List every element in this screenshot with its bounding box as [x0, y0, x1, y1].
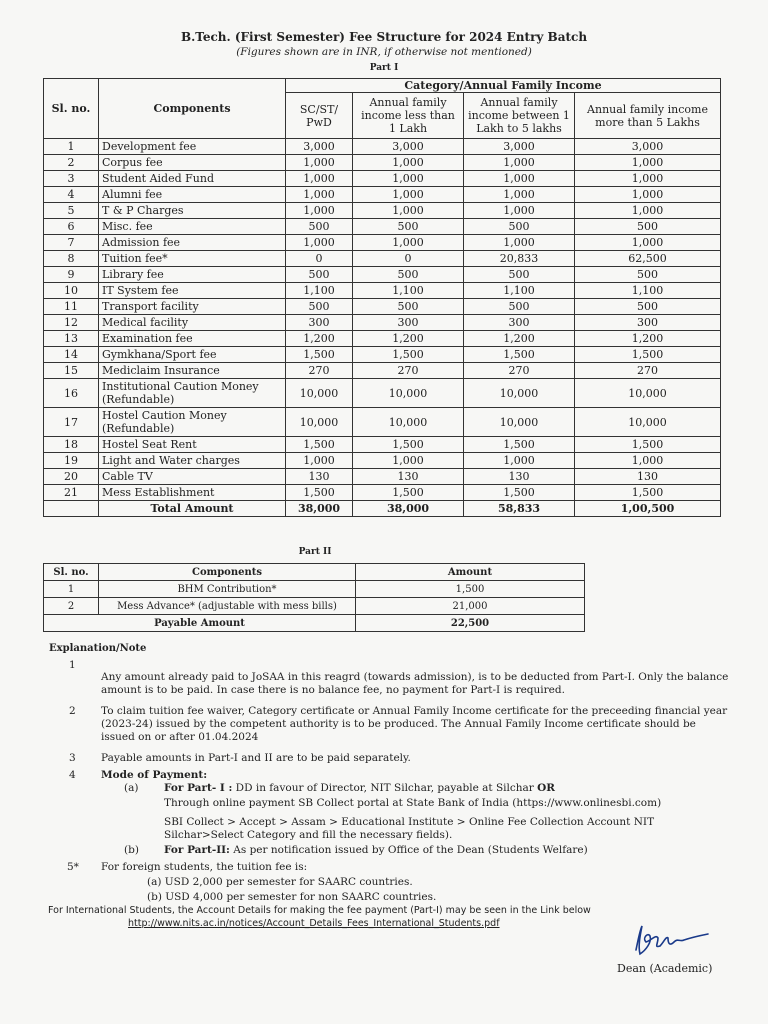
table-row: 1 BHM Contribution* 1,500: [44, 581, 585, 598]
part2-label: Part II: [298, 547, 332, 557]
part2-fee-table: [43, 563, 585, 632]
col-1-to-5lakh-header: Annual family income between 1 Lakh to 5 lakhs: [464, 93, 575, 139]
notes-section: [49, 642, 729, 904]
table-row: 15 Mediclaim Insurance 270 270 270 270: [44, 363, 721, 379]
table-row: 14 Gymkhana/Sport fee 1,500 1,500 1,500 1,500: [44, 347, 721, 363]
sl-no-header: Sl. no.: [44, 79, 99, 139]
table-row: 12 Medical facility 300 300 300 300: [44, 315, 721, 331]
table-row: 18 Hostel Seat Rent 1,500 1,500 1,500 1,500: [44, 437, 721, 453]
total-below-1lakh: 38,000: [353, 501, 464, 517]
table-row: 6 Misc. fee 500 500 500 500: [44, 219, 721, 235]
table-row: 7 Admission fee 1,000 1,000 1,000 1,000: [44, 235, 721, 251]
note-1: 1 Any amount already paid to JoSAA in this reagrd (towards admission), is to be deducted from Part-I. Only the balance amount is to be paid. In case there is no balance fee, no payment for Part-I is required.: [69, 659, 729, 696]
table-row: 2 Mess Advance* (adjustable with mess bills) 21,000: [44, 598, 585, 615]
total-label: Total Amount: [99, 501, 286, 517]
international-note: For International Students, the Account Details for making the fee payment (Part-I) may be seen in the Link below: [48, 905, 591, 916]
note-4: 4 Mode of Payment:: [69, 769, 208, 781]
table-row: 13 Examination fee 1,200 1,200 1,200 1,200: [44, 331, 721, 347]
table-row: 19 Light and Water charges 1,000 1,000 1,000 1,000: [44, 453, 721, 469]
total-row: [44, 501, 721, 517]
table-row: 17 Hostel Caution Money (Refundable) 10,000 10,000 10,000 10,000: [44, 408, 721, 437]
category-header: Category/Annual Family Income: [286, 79, 721, 93]
part1-fee-table: [43, 78, 721, 517]
table-row: 9 Library fee 500 500 500 500: [44, 267, 721, 283]
international-link[interactable]: http://www.nits.ac.in/notices/Account_Details_Fees_International_Students.pdf: [128, 918, 500, 929]
notes-heading: Explanation/Note: [49, 643, 147, 654]
note-4b: (b) For Part-II: As per notification issued by Office of the Dean (Students Welfare): [124, 844, 588, 856]
table-row: 20 Cable TV 130 130 130 130: [44, 469, 721, 485]
table-row: 4 Alumni fee 1,000 1,000 1,000 1,000: [44, 187, 721, 203]
total-above-5lakh: 1,00,500: [575, 501, 721, 517]
col-above-5lakh-header: Annual family income more than 5 Lakhs: [575, 93, 721, 139]
document-subtitle: (Figures shown are in INR, if otherwise not mentioned): [236, 46, 532, 58]
col-below-1lakh-header: Annual family income less than 1 Lakh: [353, 93, 464, 139]
payable-row: [44, 615, 585, 632]
table-row: 3 Student Aided Fund 1,000 1,000 1,000 1,000: [44, 171, 721, 187]
payable-amount: 22,500: [356, 615, 585, 632]
note-2: 2 To claim tuition fee waiver, Category certificate or Annual Family Income certificate for the preceeding financial year (2023-24) issued by the competent authority is to be produced. The Annual Family Income certificate should be issued on or after 01.04.2024: [69, 705, 728, 743]
total-sc-st: 38,000: [286, 501, 353, 517]
col-sc-st-header: SC/ST/ PwD: [286, 93, 353, 139]
document-title: B.Tech. (First Semester) Fee Structure for 2024 Entry Batch: [180, 30, 588, 44]
note-3: 3 Payable amounts in Part-I and II are to be paid separately.: [69, 752, 411, 764]
total-1-to-5lakh: 58,833: [464, 501, 575, 517]
components-header: Components: [99, 564, 356, 581]
payable-label: Payable Amount: [44, 615, 356, 632]
table-row: 21 Mess Establishment 1,500 1,500 1,500 1,500: [44, 485, 721, 501]
table-row: 16 Institutional Caution Money (Refundable) 10,000 10,000 10,000 10,000: [44, 379, 721, 408]
table-row: 8 Tuition fee* 0 0 20,833 62,500: [44, 251, 721, 267]
signatory-title: Dean (Academic): [617, 962, 713, 975]
signature-image: [628, 920, 718, 960]
table-row: 11 Transport facility 500 500 500 500: [44, 299, 721, 315]
table-row: 1 Development fee 3,000 3,000 3,000 3,000: [44, 139, 721, 155]
note-5: 5* For foreign students, the tuition fee is: (a) USD 2,000 per semester for SAARC countries. (b) USD 4,000 per semester for non SAARC countries.: [67, 861, 437, 903]
note-4a: (a) For Part- I : DD in favour of Director, NIT Silchar, payable at Silchar OR Through online payment SB Collect portal at State Bank of India (https://www.onlinesbi.com) SBI Collect > Accept > Assam > Educational Institute > Online Fee Collection Account NIT Silchar>Select Category and fill the necessary fields).: [124, 782, 662, 841]
components-header: Components: [99, 79, 286, 139]
table-row: 10 IT System fee 1,100 1,100 1,100 1,100: [44, 283, 721, 299]
sl-no-header: Sl. no.: [44, 564, 99, 581]
amount-header: Amount: [356, 564, 585, 581]
table-row: 5 T & P Charges 1,000 1,000 1,000 1,000: [44, 203, 721, 219]
table-row: 2 Corpus fee 1,000 1,000 1,000 1,000: [44, 155, 721, 171]
part1-label: Part I: [369, 63, 399, 73]
